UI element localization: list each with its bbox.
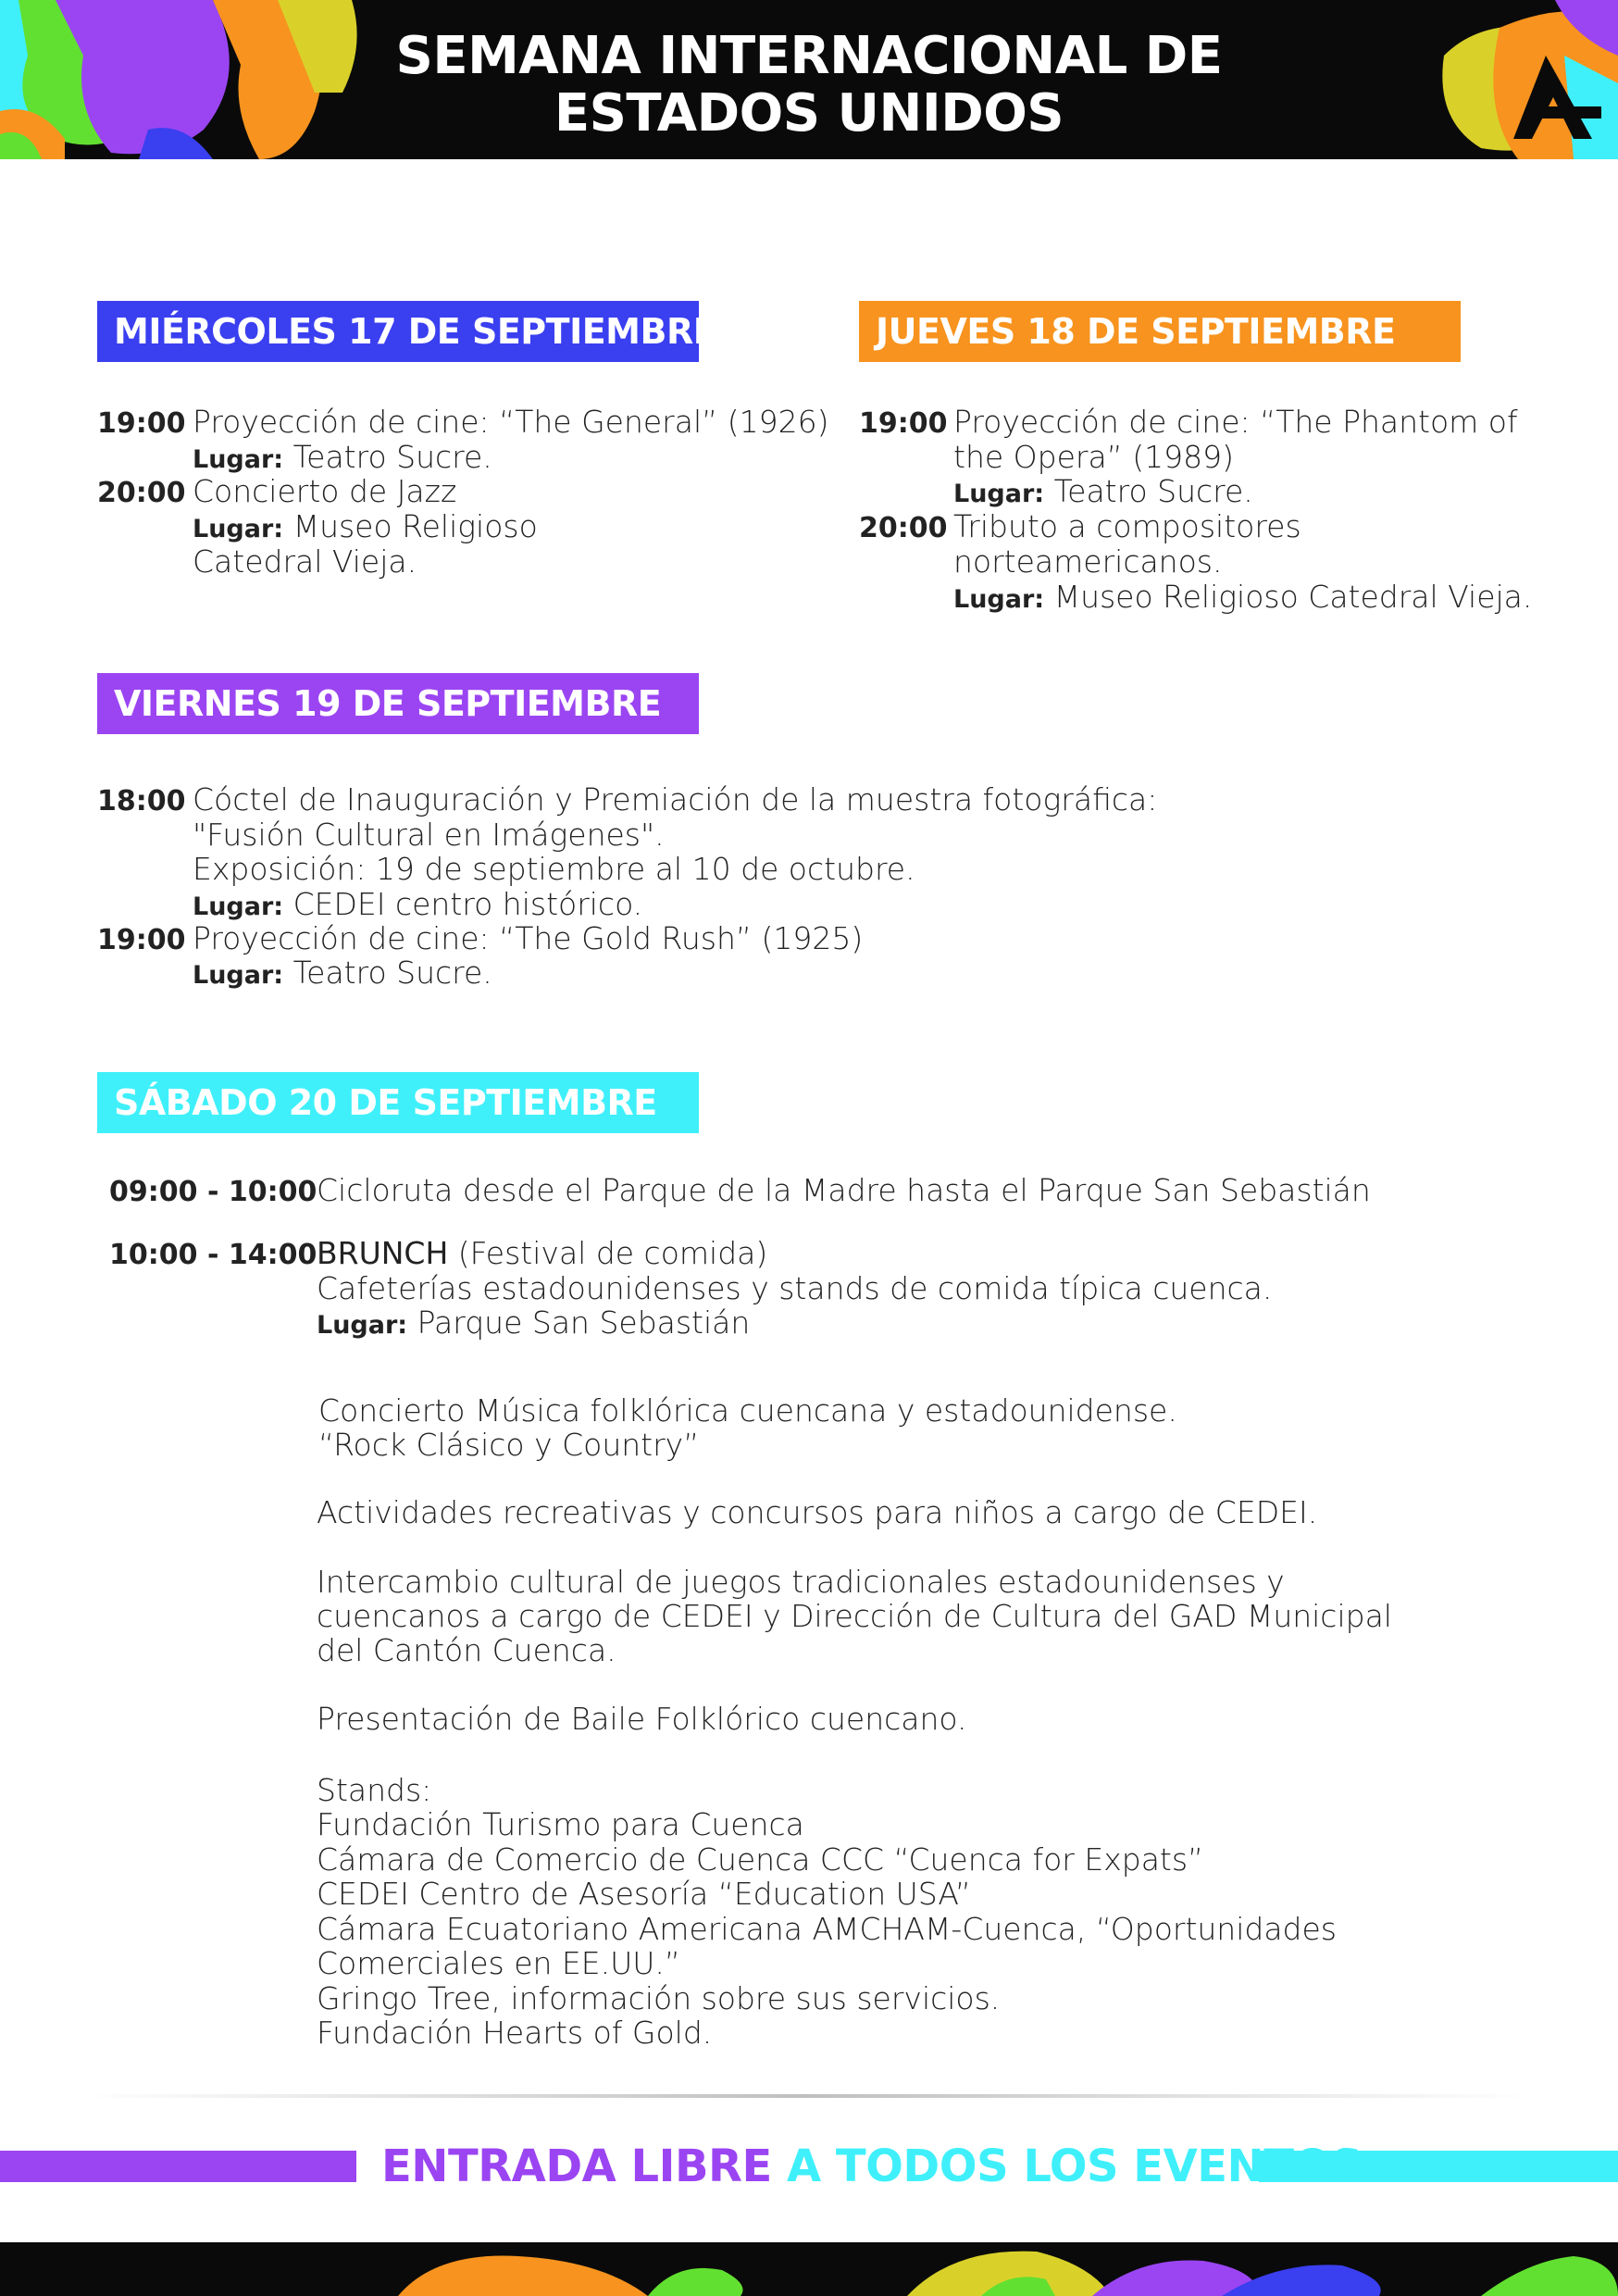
place-value: Museo Religioso [292,508,538,544]
event-text-cont: the Opera” (1989) [953,439,1234,475]
stand-item: Fundación Turismo para Cuenca [317,1806,804,1842]
event-text [317,1236,767,1270]
stands-title: Stands: [317,1772,432,1808]
stand-item: Fundación Hearts of Gold. [317,2015,713,2051]
event-text: Concierto de Jazz [193,473,457,509]
event-text-cont: "Fusión Cultural en Imágenes". [193,817,665,853]
event-time [859,509,948,545]
place-label: Lugar: [953,585,1045,614]
activities-text: Actividades recreativas y concursos para niños a cargo de CEDEI. [317,1494,1318,1530]
event-place-cont: Catedral Vieja. [193,543,417,580]
time-label: 19:00 [97,407,186,440]
concert-line-1: Concierto Música folklórica cuencana y estadounidense. [318,1392,1177,1429]
place-value: Museo Religioso Catedral Vieja. [1053,579,1533,615]
exchange-line-2: cuencanos a cargo de CEDEI y Dirección de Cultura del GAD Municipal [317,1598,1392,1634]
event-text: Proyección de cine: “The General” (1926) [193,404,829,440]
event-text: Proyección de cine: “The Phantom of [953,404,1518,440]
event-place [193,887,642,924]
day-heading-thursday: JUEVES 18 DE SEPTIEMBRE [859,301,1461,362]
place-label: Lugar: [193,445,284,474]
decorative-shapes-footer [0,2242,1618,2296]
header-bar [0,0,1618,159]
event-place [953,474,1253,511]
place-value: Teatro Sucre. [292,439,492,475]
event-place [193,509,538,546]
stand-item: Comerciales en EE.UU.” [317,1945,681,1981]
dance-text: Presentación de Baile Folklórico cuencano. [317,1701,967,1737]
stand-item: Cámara Ecuatoriano Americana AMCHAM-Cuenca, “Oportunidades [317,1911,1338,1947]
concert-line-2: “Rock Clásico y Country” [318,1427,700,1463]
event-time [109,1236,317,1272]
stand-item: Gringo Tree, información sobre sus servicios. [317,1980,1001,2016]
event-text-cont: norteamericanos. [953,543,1223,580]
time-label: 09:00 - 10:00 [109,1176,317,1208]
banner-stripe-left [0,2151,356,2182]
place-value: CEDEI centro histórico. [292,886,643,922]
banner-part-1: ENTRADA LIBRE [381,2140,772,2192]
place-label: Lugar: [193,892,284,921]
place-value: Teatro Sucre. [1053,473,1253,509]
title-line-1: SEMANA INTERNACIONAL DE [395,26,1223,86]
place-label: Lugar: [953,480,1045,508]
banner-part-2: A TODOS LOS EVENTOS [771,2140,1363,2192]
page-title [0,28,1618,143]
event-time [97,921,186,957]
free-entry-banner [381,2139,1363,2194]
day-heading-friday: VIERNES 19 DE SEPTIEMBRE [97,673,699,734]
event-text: Tributo a compositores [953,508,1301,544]
divider [83,2094,1527,2098]
exchange-line-3: del Cantón Cuenca. [317,1632,616,1668]
stand-item: Cámara de Comercio de Cuenca CCC “Cuenca for Expats” [317,1841,1204,1878]
event-text: Proyección de cine: “The Gold Rush” (1925) [193,920,864,956]
event-place [953,580,1532,617]
time-label: 10:00 - 14:00 [109,1239,317,1271]
brunch-desc: (Festival de comida) [448,1235,768,1271]
place-label: Lugar: [193,515,284,543]
event-time [97,782,186,818]
event-text-cont: Exposición: 19 de septiembre al 10 de octubre. [193,851,915,887]
place-label: Lugar: [193,961,284,990]
place-label: Lugar: [317,1311,408,1340]
stand-item: CEDEI Centro de Asesoría “Education USA” [317,1876,971,1912]
event-time [109,1173,317,1209]
time-label: 20:00 [97,477,186,509]
brunch-label: BRUNCH [317,1235,449,1271]
place-value: Parque San Sebastián [417,1304,751,1341]
exchange-line-1: Intercambio cultural de juegos tradicionales estadounidenses y [317,1564,1285,1600]
title-line-2: ESTADOS UNIDOS [554,83,1064,144]
event-text: Cóctel de Inauguración y Premiación de la muestra fotográfica: [193,781,1158,817]
event-place [317,1305,750,1342]
time-label: 20:00 [859,512,948,544]
time-label: 19:00 [97,924,186,956]
footer-bar [0,2242,1618,2296]
event-time [859,405,948,441]
time-label: 19:00 [859,407,948,440]
event-text-cont: Cafeterías estadounidenses y stands de comida típica cuenca. [317,1270,1273,1306]
event-place [193,955,492,992]
time-label: 18:00 [97,785,186,817]
event-time [97,405,186,441]
event-place [193,440,492,477]
place-value: Teatro Sucre. [292,955,492,991]
event-text: Cicloruta desde el Parque de la Madre hasta el Parque San Sebastián [317,1172,1371,1208]
day-heading-saturday: SÁBADO 20 DE SEPTIEMBRE [97,1072,699,1133]
event-time [97,474,186,510]
day-heading-wednesday: MIÉRCOLES 17 DE SEPTIEMBRE [97,301,699,362]
